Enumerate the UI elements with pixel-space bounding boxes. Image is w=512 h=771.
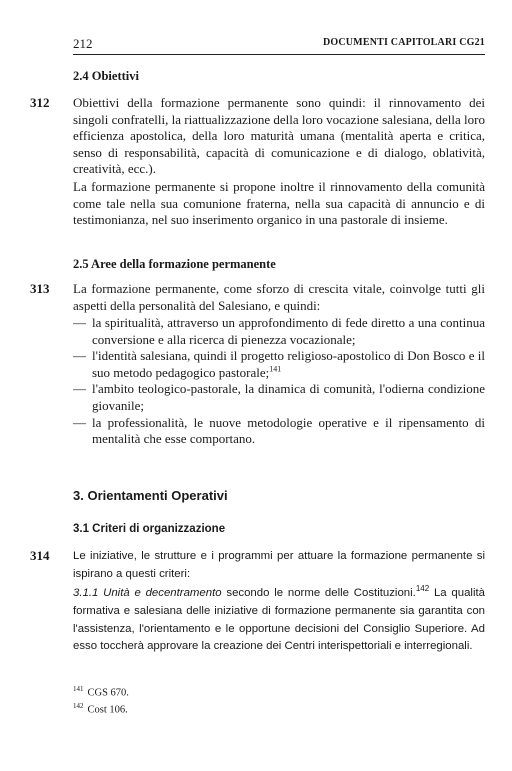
- list-dash: —: [73, 381, 86, 397]
- list-item-text: la professionalità, le nuove metodologie operative e il ripensamento di mentalità che esse comportano.: [92, 414, 485, 447]
- footnote-mark: 141: [73, 685, 84, 693]
- running-title: DOCUMENTI CAPITOLARI CG21: [322, 37, 485, 48]
- list-dash: —: [73, 414, 86, 430]
- paragraph-number-313: 313: [30, 281, 50, 296]
- sub-heading-3-1: 3.1 Criteri di organizzazione: [73, 523, 226, 535]
- footnote-ref-141[interactable]: 141: [269, 364, 282, 374]
- paragraph-314-criterion: [73, 585, 485, 656]
- section-heading-3: 3. Orientamenti Operativi: [73, 488, 228, 503]
- footnote-141: [73, 683, 373, 700]
- footnote-142: [73, 700, 373, 717]
- paragraph-312-objectives: Obiettivi della formazione permanente sono quindi: il rinnovamento dei singoli confratelli, la riattualizzazione della loro vocazione salesiana, della loro efficienza apostolica, della loro maturità umana (mentalità aperta e critica, senso di responsabilità, capacità di comunicazione e di dialogo, oblatività, creatività, ecc.).: [73, 95, 485, 177]
- areas-list: [73, 315, 485, 448]
- criterion-text-b: La qualità formativa e salesiana delle iniziative di formazione permanente sia garantita con l'assistenza, l'orientamento e le opportune decisioni del Consiglio Superiore. Ad esso toccherà approvare la creazione dei Centri interispettoriali e interregionali.: [73, 587, 485, 653]
- criterion-label: 3.1.1 Unità e decentramento: [73, 587, 222, 599]
- list-item-text: l'ambito teologico-pastorale, la dinamica di comunità, l'odierna condizione giovanile;: [92, 381, 485, 413]
- paragraph-number-314: 314: [30, 548, 50, 563]
- list-item: [73, 315, 485, 348]
- paragraph-312-community: La formazione permanente si propone inoltre il rinnovamento della comunità come tale nella sua comunione fraterna, nella sua capacità di annuncio e di testimonianza, nel suo inserimento organico in una pastorale di insieme.: [73, 179, 485, 228]
- list-dash: —: [73, 315, 86, 330]
- criterion-text-a: secondo le norme delle Costituzioni.: [221, 587, 416, 599]
- paragraph-313-intro: La formazione permanente, come sforzo di crescita vitale, coinvolge tutti gli aspetti della personalità del Salesiano, e quindi:: [73, 281, 485, 313]
- paragraph-314-intro: Le iniziative, le strutture e i programmi per attuare la formazione permanente si ispirano a questi criteri:: [73, 550, 485, 580]
- list-item: [73, 415, 485, 448]
- section-heading-2-4: 2.4 Obiettivi: [73, 69, 139, 83]
- footnote-text: Cost 106.: [87, 704, 128, 715]
- list-item: [73, 381, 485, 414]
- page-header: [73, 36, 485, 55]
- list-item-text: l'identità salesiana, quindi il progetto religioso-apostolico di Don Bosco e il suo metodo pedagogico pastorale;: [92, 348, 485, 380]
- footnotes: [73, 683, 373, 716]
- page-number: 212: [73, 36, 93, 51]
- footnote-mark: 142: [73, 701, 84, 710]
- section-heading-2-5: 2.5 Aree della formazione permanente: [73, 257, 276, 271]
- footnote-text: CGS 670.: [87, 687, 129, 699]
- paragraph-number-312: 312: [30, 95, 50, 110]
- footnote-ref-142[interactable]: 142: [415, 584, 430, 594]
- list-dash: —: [73, 348, 86, 364]
- list-item: [73, 348, 485, 381]
- list-item-text: la spiritualità, attraverso un approfondimento di fede diretto a una continua conversione e alla ricerca di pienezza vocazionale;: [92, 315, 485, 347]
